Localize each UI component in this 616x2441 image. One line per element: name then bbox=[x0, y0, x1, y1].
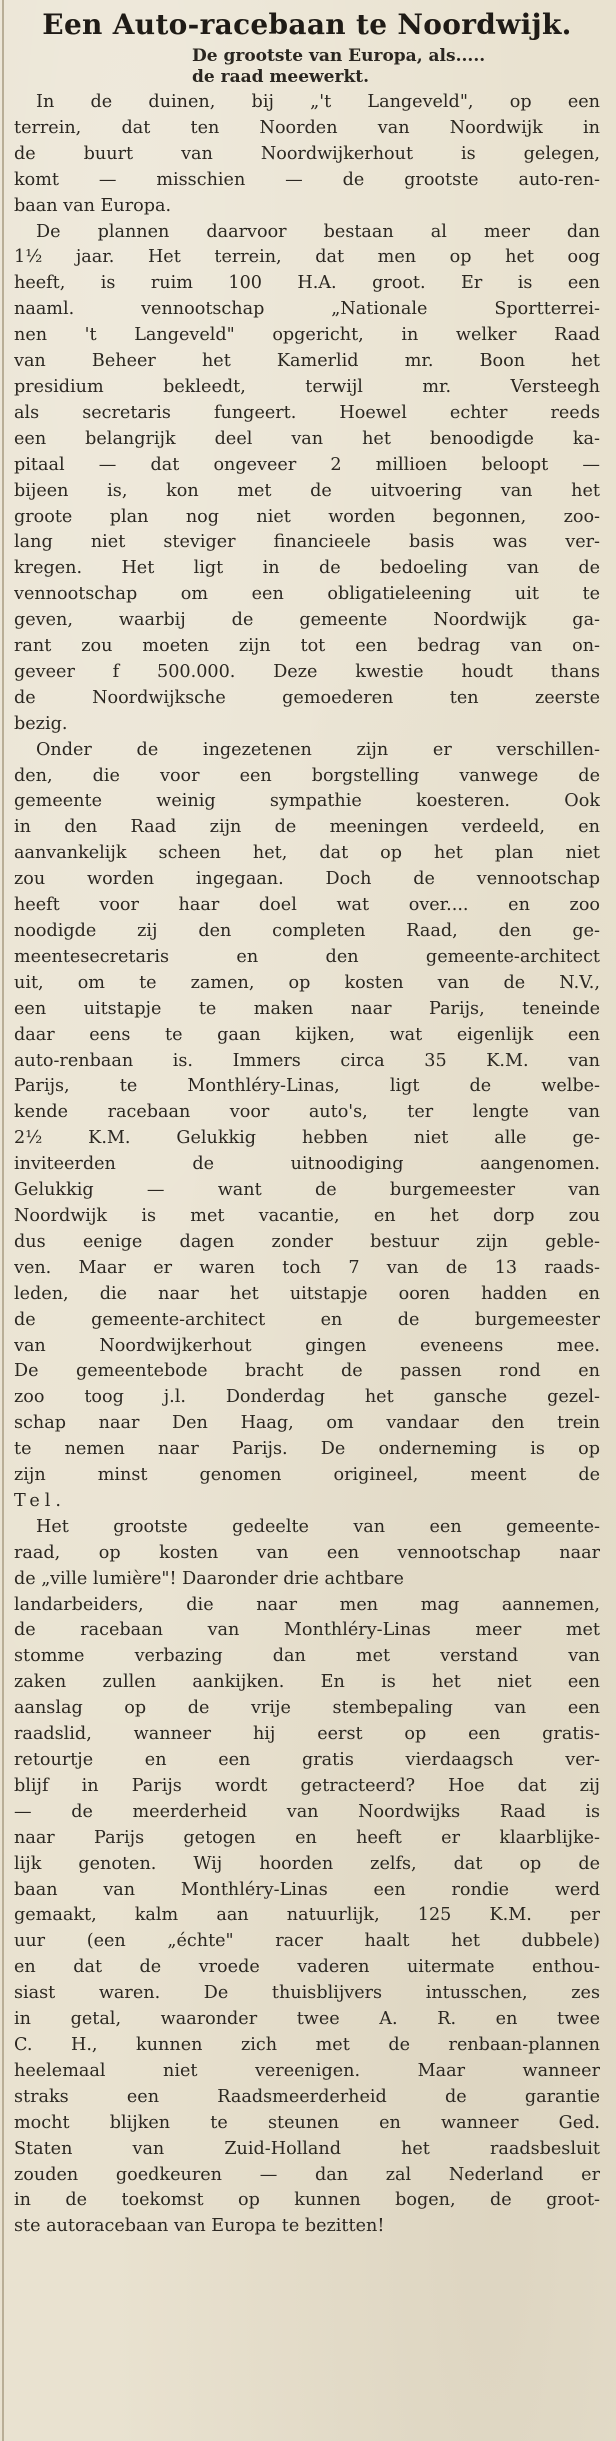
article-line: Onder de ingezetenen zijn er verschillen- bbox=[36, 739, 600, 760]
article-line: Het grootste gedeelte van een gemeente- bbox=[36, 1516, 600, 1537]
article-line: uur (een „échte" racer haalt het dubbele) bbox=[14, 1931, 600, 1952]
article-line: stomme verbazing dan met verstand van bbox=[14, 1646, 600, 1667]
article-line: baan van Monthléry-Linas een rondie werd bbox=[14, 1879, 600, 1900]
article-line: — de meerderheid van Noordwijks Raad is bbox=[14, 1801, 600, 1822]
article-line: heeft, is ruim 100 H.A. groot. Er is een bbox=[14, 273, 600, 294]
article-line: geven, waarbij de gemeente Noordwijk ga- bbox=[14, 610, 600, 631]
article-line: te nemen naar Parijs. De onderneming is op bbox=[14, 1439, 600, 1460]
article-line: raad, op kosten van een vennootschap naar bbox=[14, 1542, 600, 1563]
article-line: zoo toog j.l. Donderdag het gansche gezel- bbox=[14, 1387, 600, 1408]
article-line: bijeen is, kon met de uitvoering van het bbox=[14, 480, 600, 501]
article-line: presidium bekleedt, terwijl mr. Versteegh bbox=[14, 376, 600, 397]
article-line: gemeente weinig sympathie koesteren. Ook bbox=[14, 791, 600, 812]
article-line: uit, om te zamen, op kosten van de N.V., bbox=[14, 972, 600, 993]
article-line: leden, die naar het uitstapje ooren hadden en bbox=[14, 1283, 600, 1304]
article-line: pitaal — dat ongeveer 2 millioen beloopt — bbox=[14, 454, 600, 475]
article-line: geveer f 500.000. Deze kwestie houdt thans bbox=[14, 661, 600, 682]
article-line: groote plan nog niet worden begonnen, zoo- bbox=[14, 506, 600, 527]
subheadline-line-1: De grootste van Europa, als..... bbox=[192, 46, 486, 66]
article-line: in getal, waaronder twee A. R. en twee bbox=[14, 2009, 600, 2030]
article-line: van Beheer het Kamerlid mr. Boon het bbox=[14, 351, 600, 372]
article-line: lang niet steviger financieele basis was ver- bbox=[14, 532, 600, 553]
article-line: rant zou moeten zijn tot een bedrag van on- bbox=[14, 636, 600, 657]
article-line: 2½ K.M. Gelukkig hebben niet alle ge- bbox=[14, 1128, 600, 1149]
article-line: een uitstapje te maken naar Parijs, teneinde bbox=[14, 998, 600, 1019]
article-line: een belangrijk deel van het benoodigde ka- bbox=[14, 428, 600, 449]
article-line: zou worden ingegaan. Doch de vennootschap bbox=[14, 869, 600, 890]
article-line: en dat de vroede vaderen uitermate enthou- bbox=[14, 1957, 600, 1978]
article-line: den, die voor een borgstelling vanwege de bbox=[14, 765, 600, 786]
article-line: ven. Maar er waren toch 7 van de 13 raads- bbox=[14, 1257, 600, 1278]
article-line: de „ville lumière"! Daaronder drie achtbare bbox=[14, 1568, 404, 1589]
article-line: blijf in Parijs wordt getracteerd? Hoe dat zij bbox=[14, 1775, 600, 1796]
article-headline: Een Auto-racebaan te Noordwijk. bbox=[42, 8, 572, 41]
article-line: als secretaris fungeert. Hoewel echter reeds bbox=[14, 402, 600, 423]
article-line: kregen. Het ligt in de bedoeling van de bbox=[14, 558, 600, 579]
article-line: kende racebaan voor auto's, ter lengte van bbox=[14, 1102, 600, 1123]
clipping-edge bbox=[2, 0, 4, 2441]
article-line: mocht blijken te steunen en wanneer Ged. bbox=[14, 2112, 600, 2133]
article-line: auto-renbaan is. Immers circa 35 K.M. van bbox=[14, 1050, 600, 1071]
article-line: landarbeiders, die naar men mag aannemen, bbox=[14, 1594, 600, 1615]
article-subheadline bbox=[14, 46, 600, 88]
article-line: zijn minst genomen origineel, meent de bbox=[14, 1465, 600, 1486]
article-line: daar eens te gaan kijken, wat eigenlijk een bbox=[14, 1024, 600, 1045]
article-line: zouden goedkeuren — dan zal Nederland er bbox=[14, 2164, 600, 2185]
article-line: naar Parijs getogen en heeft er klaarblijke- bbox=[14, 1827, 600, 1848]
article-line: heeft voor haar doel wat over.... en zoo bbox=[14, 895, 600, 916]
article-line: In de duinen, bij „'t Langeveld", op een bbox=[36, 92, 600, 112]
article-body bbox=[14, 90, 600, 2240]
article-line: nen 't Langeveld" opgericht, in welker Raad bbox=[14, 325, 600, 346]
article-line: noodigde zij den completen Raad, den ge- bbox=[14, 921, 600, 941]
article-line: in den Raad zijn de meeningen verdeeld, en bbox=[14, 817, 600, 838]
article-line: Tel. bbox=[14, 1490, 66, 1511]
article-line: ste autoracebaan van Europa te bezitten! bbox=[14, 2216, 385, 2237]
article-line: raadslid, wanneer hij eerst op een gratis- bbox=[14, 1724, 600, 1745]
article-line: komt — misschien — de grootste auto-ren- bbox=[14, 169, 600, 190]
article-line: meentesecretaris en den gemeente-architect bbox=[14, 946, 600, 967]
article-line: de gemeente-architect en de burgemeester bbox=[14, 1309, 600, 1330]
article-line: vennootschap om een obligatieleening uit te bbox=[14, 584, 600, 605]
article-line: aanvankelijk scheen het, dat op het plan niet bbox=[14, 843, 600, 864]
article-line: aanslag op de vrije stembepaling van een bbox=[14, 1698, 600, 1719]
article-line: de buurt van Noordwijkerhout is gelegen, bbox=[14, 143, 600, 164]
article-line: lijk genoten. Wij hoorden zelfs, dat op de bbox=[14, 1853, 600, 1874]
article-line: bezig. bbox=[14, 713, 68, 734]
article-line: retourtje en een gratis vierdaagsch ver- bbox=[14, 1750, 600, 1770]
article-line: terrein, dat ten Noorden van Noordwijk in bbox=[14, 117, 600, 138]
article-line: C. H., kunnen zich met de renbaan-plannen bbox=[14, 2034, 600, 2055]
article-line: in de toekomst op kunnen bogen, de groot- bbox=[14, 2190, 600, 2211]
article-line: straks een Raadsmeerderheid de garantie bbox=[14, 2086, 600, 2107]
article-line: 1½ jaar. Het terrein, dat men op het oog bbox=[14, 247, 600, 268]
article-line: zaken zullen aankijken. En is het niet een bbox=[14, 1672, 600, 1693]
article-line: Gelukkig — want de burgemeester van bbox=[14, 1180, 600, 1201]
article-line: Parijs, te Monthléry-Linas, ligt de welbe- bbox=[14, 1076, 600, 1097]
article-line: baan van Europa. bbox=[14, 195, 172, 216]
article-line: de racebaan van Monthléry-Linas meer met bbox=[14, 1620, 600, 1641]
article-line: naaml. vennootschap „Nationale Sportterrei- bbox=[14, 299, 600, 320]
article-line: heelemaal niet vereenigen. Maar wanneer bbox=[14, 2060, 600, 2081]
article-line: schap naar Den Haag, om vandaar den trein bbox=[14, 1413, 600, 1434]
article-line: inviteerden de uitnoodiging aangenomen. bbox=[14, 1154, 600, 1175]
subheadline-line-2: de raad meewerkt. bbox=[192, 67, 369, 87]
article-line: dus eenige dagen zonder bestuur zijn geble- bbox=[14, 1231, 600, 1252]
article-line: Noordwijk is met vacantie, en het dorp zou bbox=[14, 1205, 600, 1226]
article-line: De gemeentebode bracht de passen rond en bbox=[14, 1361, 600, 1382]
article-line: de Noordwijksche gemoederen ten zeerste bbox=[14, 687, 600, 708]
article-line: siast waren. De thuisblijvers intusschen, zes bbox=[14, 1983, 600, 2004]
article-line: gemaakt, kalm aan natuurlijk, 125 K.M. per bbox=[14, 1905, 600, 1926]
article-line: De plannen daarvoor bestaan al meer dan bbox=[36, 221, 600, 242]
article-line: van Noordwijkerhout gingen eveneens mee. bbox=[14, 1335, 600, 1356]
article-line: Staten van Zuid-Holland het raadsbesluit bbox=[14, 2138, 600, 2159]
